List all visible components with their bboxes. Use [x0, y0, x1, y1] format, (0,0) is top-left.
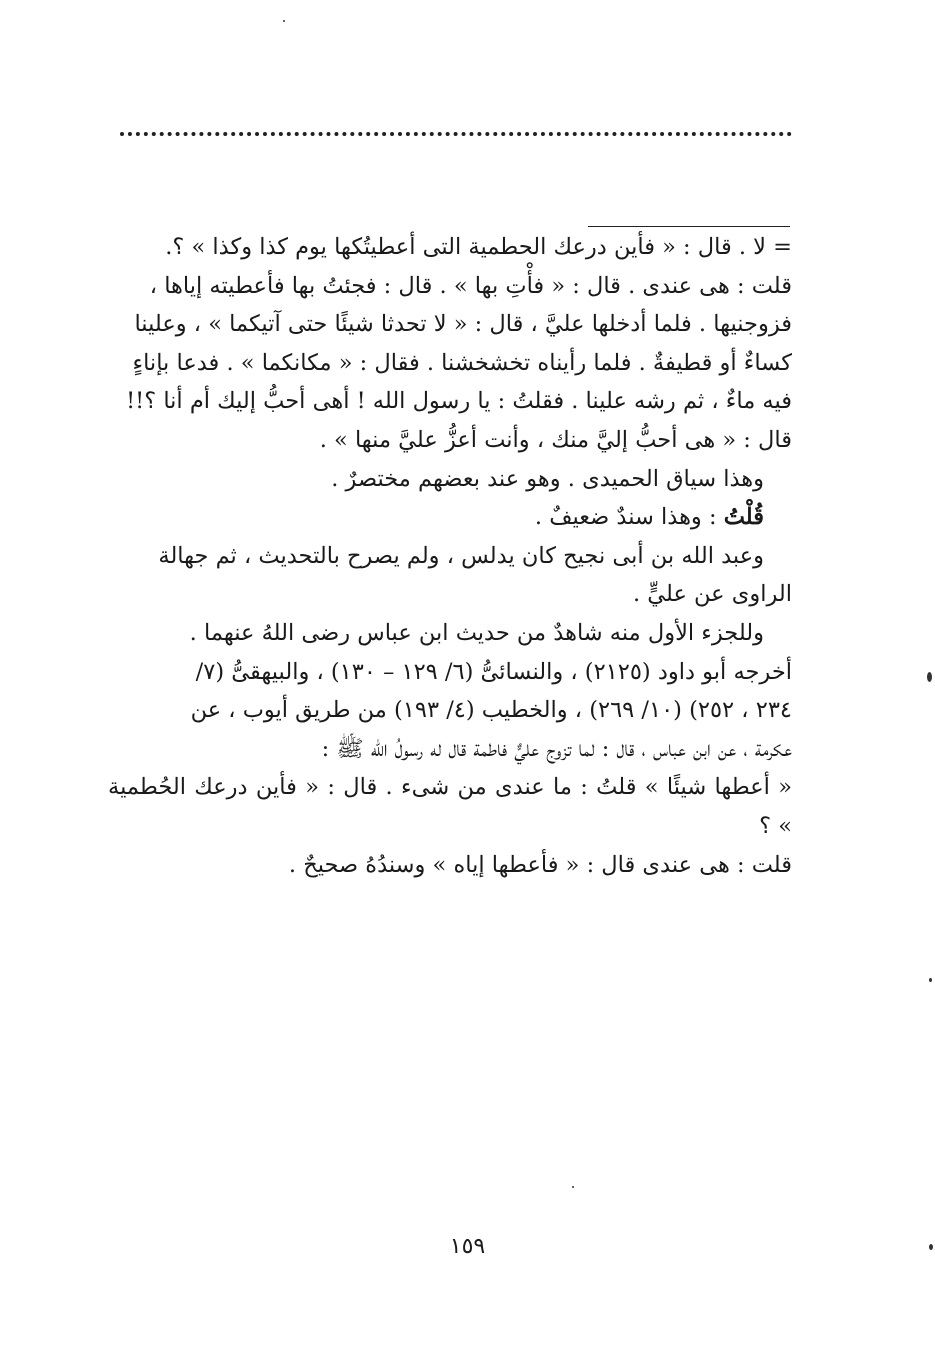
footnote-separator: [588, 226, 790, 227]
text-line: وهذا سياق الحميدى . وهو عند بعضهم مختصرٌ .: [331, 465, 764, 492]
dotted-separator: [120, 132, 792, 136]
text-line: وعبد الله بن أبى نجيح كان يدلس ، ولم يصرح بالتحديث ، ثم جهالة: [158, 542, 764, 569]
text-line: قلت : هى عندى قال : « فأعطها إياه » وسندُهُ صحيحٌ .: [288, 851, 792, 878]
text-line: وللجزء الأول منه شاهدٌ من حديث ابن عباس رضى اللهُ عنهما .: [189, 619, 764, 646]
scan-speck: [929, 978, 932, 982]
text-line: كساءٌ أو قطيفةٌ . فلما رأيناه تخشخشنا . فقال : « مكانكما » . فدعا بإناءٍ: [132, 349, 792, 376]
text-line: فيه ماءٌ ، ثم رشه علينا . فقلتُ : يا رسول الله ! أهى أحبُّ إليك أم أنا ؟!!: [126, 388, 792, 415]
scan-speck: [927, 672, 932, 682]
text-line: فزوجنيها . فلما أدخلها عليَّ ، قال : « لا تحدثا شيئًا حتى آتيكما » ، وعلينا: [134, 311, 792, 338]
text-line: [108, 498, 792, 537]
qultu-heading: قُلْتُ: [723, 504, 764, 531]
text-line: الراوى عن عليٍّ .: [632, 581, 792, 608]
footnote-text: [108, 228, 792, 884]
text-line: = لا . قال : « فأين درعك الحطمية التى أعطيتُكها يوم كذا وكذا » ؟.: [165, 234, 792, 260]
scan-speck: [283, 20, 285, 22]
text-line: أخرجه أبو داود (٢١٢٥) ، والنسائىُّ (٦/ ١٢٩ – ١٣٠) ، والبيهقىُّ (٧/: [195, 658, 792, 685]
scan-speck: [929, 1244, 933, 1250]
text-fragment: : وهذا سندٌ ضعيفٌ .: [534, 504, 724, 531]
page-number: ١٥٩: [449, 1234, 486, 1259]
text-line: « أعطها شيئًا » قلتُ : ما عندى من شىء . قال : « فأين درعك الحُطمية » ؟: [108, 774, 792, 839]
text-line: قال : « هى أحبُّ إليَّ منك ، وأنت أعزُّ عليَّ منها » .: [319, 426, 792, 453]
text-line: قلت : هى عندى . قال : « فأْتِ بها » . قال : فجئتُ بها فأعطيته إياها ،: [149, 272, 792, 299]
text-line: ٢٣٤ ، ٢٥٢) (١٠/ ٢٦٩) ، والخطيب (٤/ ١٩٣) من طريق أيوب ، عن: [190, 697, 792, 724]
scan-speck: [572, 1186, 574, 1188]
text-line: عكرمة ، عن ابن عباس ، قال : لما تزوج عليٌّ فاطمة قال له رسولُ الله ﷺ :: [321, 735, 792, 762]
